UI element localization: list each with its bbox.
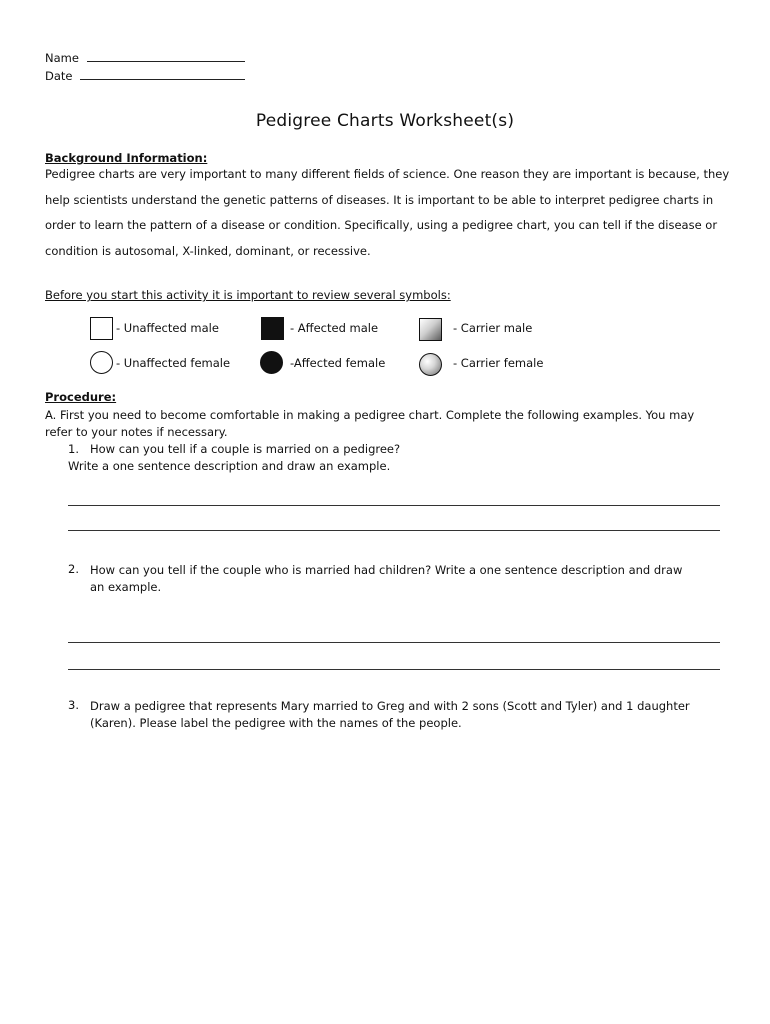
- background-text: Pedigree charts are very important to many different fields of science. One reason they are important is because, they help scientists understand the genetic patterns of diseases. It is important to be able to interpret pedigree charts in order to learn the pattern of a disease or condition. Specifically, using a pedigree chart, you can tell if the disease or condition is autosomal, X-linked, dominant, or recessive.: [45, 167, 730, 258]
- answer-line[interactable]: [68, 669, 720, 670]
- page-title: Pedigree Charts Worksheet(s): [255, 111, 515, 131]
- unaffected-male-label: - Unaffected male: [116, 321, 219, 335]
- name-field[interactable]: [87, 49, 245, 62]
- affected-female-symbol: [260, 351, 283, 374]
- answer-line[interactable]: [68, 505, 720, 506]
- date-field[interactable]: [80, 67, 245, 80]
- answer-line[interactable]: [68, 530, 720, 531]
- unaffected-female-label: - Unaffected female: [116, 356, 231, 370]
- procedure-heading: Procedure:: [45, 390, 117, 404]
- question-1-number: 1.: [68, 442, 79, 456]
- affected-female-label: -Affected female: [290, 356, 386, 370]
- question-2-text: How can you tell if the couple who is married had children? Write a one sentence description and draw an example.: [90, 563, 683, 594]
- question-3-text: Draw a pedigree that represents Mary married to Greg and with 2 sons (Scott and Tyler) and 1 daughter (Karen). Please label the pedigree with the names of the people.: [90, 699, 690, 730]
- question-2-number: 2.: [68, 562, 79, 576]
- affected-male-symbol: [261, 317, 284, 340]
- carrier-male-symbol: [419, 318, 442, 341]
- drawing-area[interactable]: [45, 745, 725, 1005]
- date-row: [45, 67, 245, 83]
- unaffected-male-symbol: [90, 317, 113, 340]
- date-label: Date: [45, 69, 73, 83]
- question-1-text: How can you tell if a couple is married on a pedigree?: [90, 442, 401, 456]
- carrier-female-symbol: [419, 353, 442, 376]
- carrier-male-label: - Carrier male: [453, 321, 533, 335]
- question-1-instruction: Write a one sentence description and draw an example.: [68, 459, 391, 473]
- question-3-number: 3.: [68, 698, 79, 712]
- affected-male-label: - Affected male: [290, 321, 379, 335]
- answer-line[interactable]: [68, 642, 720, 643]
- name-row: [45, 49, 245, 65]
- carrier-female-label: - Carrier female: [453, 356, 544, 370]
- unaffected-female-symbol: [90, 351, 113, 374]
- name-label: Name: [45, 51, 79, 65]
- procedure-part-a: A. First you need to become comfortable in making a pedigree chart. Complete the following examples. You may refer to your notes if necessary.: [45, 408, 695, 439]
- symbols-intro: Before you start this activity it is important to review several symbols:: [45, 288, 451, 302]
- background-heading: Background Information:: [45, 151, 208, 165]
